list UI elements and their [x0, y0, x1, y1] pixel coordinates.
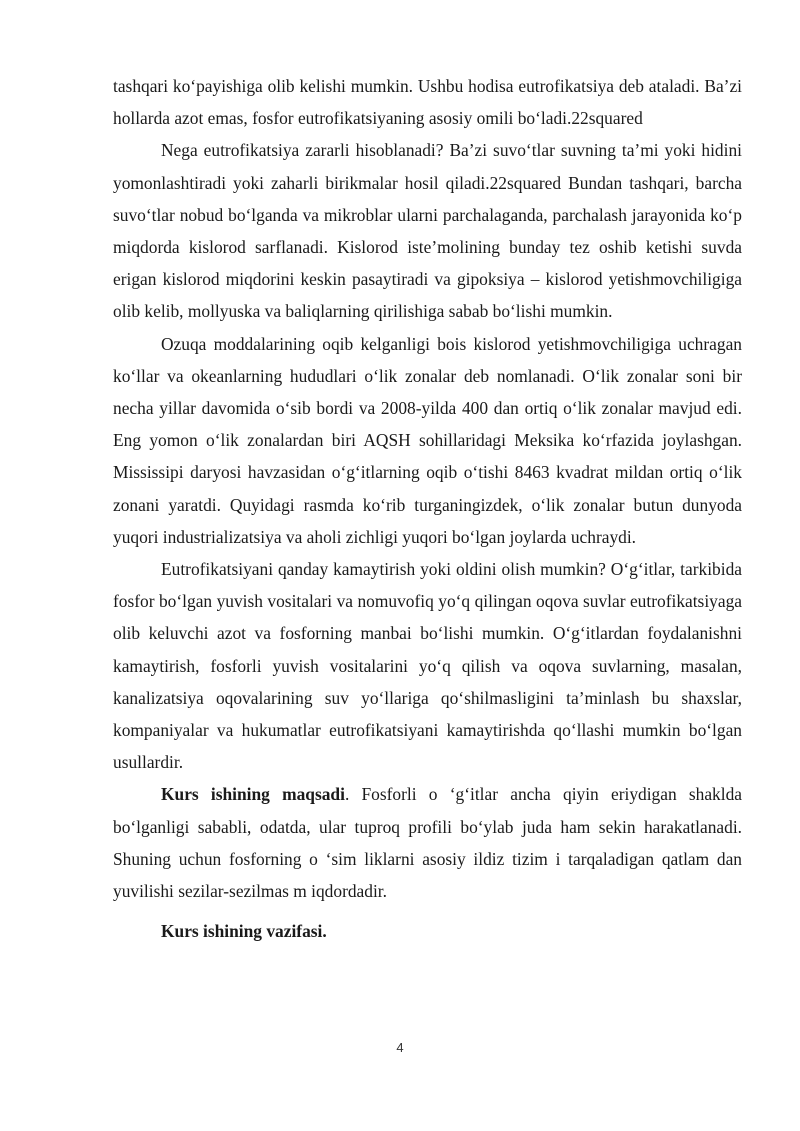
page-number: 4 [396, 1040, 404, 1055]
course-purpose-text: . Fosforli o ‘g‘itlar ancha qiyin eriydigan shaklda bo‘lganligi sababli, odatda, ular tuproq profili bo‘ylab juda ham sekin harakatlanadi. Shuning uchun fosforning o ‘sim liklarni asosiy ildiz tizim i tarqaladigan qatlam dan yuvilishi sezilar-sezilmas m iqdordadir. [113, 784, 742, 902]
paragraph-course-task [113, 915, 742, 947]
paragraph-eutrophication-intro: tashqari ko‘payishiga olib kelishi mumkin. Ushbu hodisa eutrofikatsiya deb ataladi. Ba’zi hollarda azot emas, fosfor eutrofikatsiyaning asosiy omili bo‘ladi.22squared [113, 76, 742, 129]
document-body [113, 70, 742, 947]
course-task-label: Kurs ishining vazifasi. [161, 921, 327, 942]
paragraph-eutrophication-harm: Nega eutrofikatsiya zararli hisoblanadi? Ba’zi suvo‘tlar suvning ta’mi yoki hidini yomonlashtiradi yoki zaharli birikmalar hosil qiladi.22squared Bundan tashqari, barcha suvo‘tlar nobud bo‘lganda va mikroblar ularni parchalaganda, parchalash jarayonida ko‘p miqdorda kislorod sarflanadi. Kislorod iste’molining bunday tez oshib ketishi suvda erigan kislorod miqdorini keskin pasaytiradi va gipoksiya – kislorod yetishmovchiligiga olib kelib, mollyuska va baliqlarning qirilishiga sabab bo‘lishi mumkin. [113, 140, 742, 322]
paragraph-prevention: Eutrofikatsiyani qanday kamaytirish yoki oldini olish mumkin? O‘g‘itlar, tarkibida fosfor bo‘lgan yuvish vositalari va nomuvofiq yo‘q qilingan oqova suvlar eutrofikatsiyaga olib keluvchi azot va fosforning manbai bo‘lishi mumkin. O‘g‘itlardan foydalanishni kamaytirish, fosforli yuvish vositalarini yo‘q qilish va oqova suvlarning, masalan, kanalizatsiya oqovalarining suv yo‘llariga qo‘shilmasligini ta’minlash bu shaxslar, kompaniyalar va hukumatlar eutrofikatsiyani kamaytirishda qo‘llashi mumkin bo‘lgan usullardir. [113, 559, 742, 773]
paragraph-dead-zones: Ozuqa moddalarining oqib kelganligi bois kislorod yetishmovchiligiga uchragan ko‘llar va okeanlarning hududlari o‘lik zonalar deb nomlanadi. O‘lik zonalar soni bir necha yillar davomida o‘sib bordi va 2008-yilda 400 dan ortiq o‘lik zonalar mavjud edi. Eng yomon o‘lik zonalardan biri AQSH sohillaridagi Meksika ko‘rfazida joylashgan. Mississipi daryosi havzasidan o‘g‘itlarning oqib o‘tishi 8463 kvadrat mildan ortiq o‘lik zonani yaratdi. Quyidagi rasmda ko‘rib turganingizdek, o‘lik zonalar butun dunyoda yuqori industrializatsiya va aholi zichligi yuqori bo‘lgan joylarda uchraydi. [113, 333, 742, 547]
course-purpose-label: Kurs ishining maqsadi [161, 784, 345, 805]
paragraph-course-purpose [113, 778, 742, 907]
